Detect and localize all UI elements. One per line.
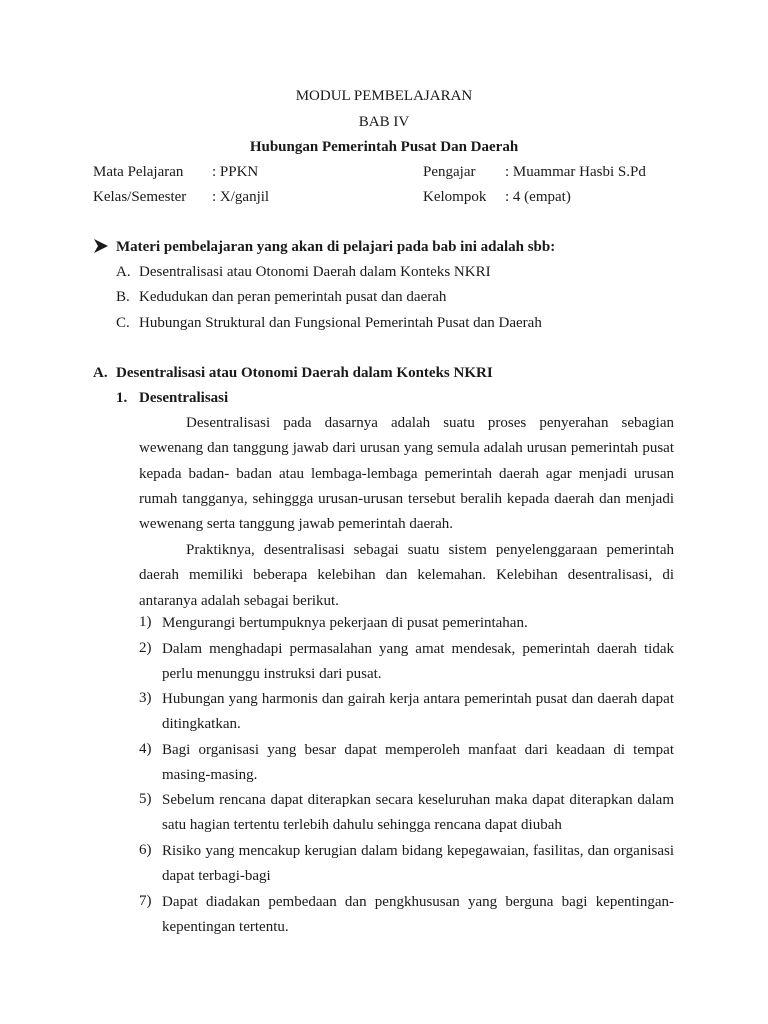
subject-value: : PPKN — [212, 164, 259, 180]
chapter-subtitle: Hubungan Pemerintah Pusat Dan Daerah — [249, 139, 519, 155]
list-number: 1) — [139, 614, 152, 630]
group-value: : 4 (empat) — [505, 189, 571, 205]
materials-item-text: Hubungan Struktural dan Fungsional Pemerintah Pusat dan Daerah — [139, 315, 542, 331]
materials-item-marker: C. — [116, 315, 130, 331]
materials-item-marker: B. — [116, 289, 130, 305]
paragraph: Desentralisasi pada dasarnya adalah suatu proses penyerahan sebagian wewenang dan tanggung jawab dari urusan yang semula adalah urusan pemerintah pusat kepada badan- badan atau lembaga-lembaga pemerintah daerah agar menjadi urusan rumah tangganya, sehinggga urusan-urusan tersebut beralih kepada daerah dan menjadi wewenang serta tanggung jawab pemerintah daerah. — [139, 415, 674, 533]
list-text: Sebelum rencana dapat diterapkan secara keseluruhan maka dapat diterapkan dalam satu hagian tertentu terlebih dahulu sehingga rencana dapat diubah — [162, 792, 674, 834]
materials-item-marker: A. — [116, 264, 131, 280]
module-title: MODUL PEMBELAJARAN — [295, 88, 473, 104]
subject-label: Mata Pelajaran — [93, 164, 184, 180]
section-title: Desentralisasi atau Otonomi Daerah dalam Konteks NKRI — [116, 365, 493, 381]
subsection-title: Desentralisasi — [139, 390, 229, 406]
list-number: 7) — [139, 893, 152, 909]
list-number: 6) — [139, 842, 152, 858]
list-number: 5) — [139, 791, 152, 807]
list-number: 2) — [139, 640, 152, 656]
class-value: : X/ganjil — [212, 189, 270, 205]
chapter-title: BAB IV — [358, 114, 410, 130]
paragraph: Praktiknya, desentralisasi sebagai suatu sistem penyelenggaraan pemerintah daerah memiliki beberapa kelebihan dan kelemahan. Kelebihan desentralisasi, di antaranya adalah sebagai berikut. — [139, 542, 674, 609]
materials-heading: Materi pembelajaran yang akan di pelajari pada bab ini adalah sbb: — [116, 239, 556, 255]
list-number: 4) — [139, 741, 152, 757]
list-text: Risiko yang mencakup kerugian dalam bidang kepegawaian, fasilitas, dan organisasi dapat terbagi-bagi — [162, 843, 674, 885]
class-label: Kelas/Semester — [93, 189, 187, 205]
list-number: 3) — [139, 690, 152, 706]
teacher-value: : Muammar Hasbi S.Pd — [505, 164, 646, 180]
list-text: Dapat diadakan pembedaan dan pengkhususan yang berguna bagi kepentingan-kepentingan tertentu. — [162, 894, 674, 936]
list-text: Mengurangi bertumpuknya pekerjaan di pusat pemerintahan. — [162, 615, 528, 631]
list-text: Dalam menghadapi permasalahan yang amat mendesak, pemerintah daerah tidak perlu menunggu instruksi dari pusat. — [162, 641, 674, 683]
group-label: Kelompok — [423, 189, 487, 205]
section-marker: A. — [93, 365, 108, 381]
materials-item-text: Desentralisasi atau Otonomi Daerah dalam Konteks NKRI — [139, 264, 491, 280]
materials-item-text: Kedudukan dan peran pemerintah pusat dan daerah — [139, 289, 447, 305]
arrowhead-bullet-icon — [93, 238, 109, 254]
list-text: Hubungan yang harmonis dan gairah kerja antara pemerintah pusat dan daerah dapat ditingkatkan. — [162, 691, 674, 733]
teacher-label: Pengajar — [423, 164, 476, 180]
list-text: Bagi organisasi yang besar dapat memperoleh manfaat dari keadaan di tempat masing-masing. — [162, 742, 674, 784]
subsection-marker: 1. — [116, 390, 128, 406]
